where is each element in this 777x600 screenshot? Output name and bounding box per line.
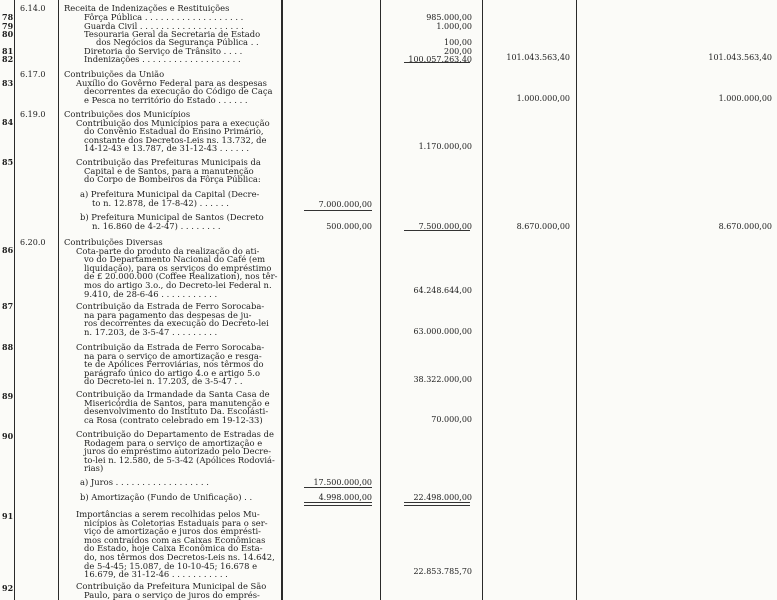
section-code: 6.17.0: [20, 70, 46, 79]
amount: 1.000.000,00: [718, 94, 772, 103]
row-number: 86: [2, 245, 14, 255]
item-text: Capital e de Santos, para a manutenção: [84, 165, 254, 176]
amount: 985.000,00: [426, 13, 472, 22]
amount: 17.500.000,00: [313, 478, 372, 487]
item-text: constante dos Decretos-Leis ns. 13.732, de: [84, 134, 267, 145]
row-number: 92: [2, 583, 14, 593]
amount: 100,00: [444, 38, 472, 47]
item-text: Auxílio do Govêrno Federal para as despesas: [76, 77, 267, 88]
item-text: Diretoria do Serviço de Trânsito . . . .: [84, 46, 243, 56]
item-text: decorrentes da execução do Código de Caça: [84, 86, 273, 97]
item-text: Contribuições da União: [64, 69, 165, 79]
item-text: do Decreto-lei n. 17.203, de 3-5-47 . .: [84, 376, 243, 387]
section-code: 6.20.0: [20, 238, 46, 247]
amount: 7.500.000,00: [418, 222, 472, 231]
amount: 4.998.000,00: [318, 493, 372, 502]
row-number: 78: [2, 12, 14, 22]
item-text: 14-12-43 e 13.787, de 31-12-43 . . . . . .: [84, 143, 250, 154]
item-text: de £ 20.000.000 (Coffee Realization), nos têr-: [84, 271, 278, 282]
item-text: Contribuição da Estrada de Ferro Sorocaba-: [76, 342, 265, 352]
item-text: e Pesca no território do Estado . . . . . .: [84, 94, 248, 105]
item-text: ros decorrentes da execução do Decreto-lei: [84, 318, 269, 329]
amount: 38.322.000,00: [413, 375, 472, 384]
column-rule: [58, 0, 59, 600]
column-rule: [281, 0, 283, 600]
item-text: to-lei n. 12.580, de 5-3-42 (Apólices Rodoviá-: [84, 454, 275, 465]
item-text: Misericórdia de Santos, para manutenção e: [84, 397, 270, 408]
item-text: na para o serviço de amortização e resga-: [84, 350, 262, 361]
column-rule: [482, 0, 483, 600]
row-number: 88: [2, 342, 14, 352]
item-text: do, nos têrmos dos Decretos-Leis ns. 14.642,: [84, 552, 275, 562]
total-rule: [304, 502, 372, 506]
amount: 8.670.000,00: [516, 222, 570, 231]
total-rule: [304, 487, 372, 488]
row-number: 84: [2, 117, 14, 127]
item-text: ca Rosa (contrato celebrado em 19-12-33): [84, 414, 263, 425]
row-number: 85: [2, 157, 14, 167]
amount: 1.000,00: [436, 22, 472, 31]
item-text: Paulo, para o serviço de juros do emprés-: [84, 589, 260, 600]
item-text: Rodagem para o serviço de amortização e: [84, 437, 263, 448]
item-text: n. 17.203, de 3-5-47 . . . . . . . . .: [84, 326, 218, 337]
item-text: 9.410, de 28-6-46 . . . . . . . . . . .: [84, 288, 218, 299]
item-text: do Corpo de Bombeiros da Fôrça Pública:: [84, 174, 261, 185]
item-text: Tesouraria Geral da Secretaria de Estado: [84, 29, 261, 39]
item-text: a) Juros . . . . . . . . . . . . . . . . . .: [80, 477, 209, 487]
amount: 70.000,00: [431, 415, 472, 424]
amount: 64.248.644,00: [413, 286, 472, 295]
amount: 200,00: [444, 47, 472, 56]
item-text: a) Prefeitura Municipal da Capital (Decre-: [80, 189, 260, 199]
item-text: te de Apólices Ferroviárias, nos têrmos do: [84, 359, 264, 370]
item-text: viço de amortização e juros dos emprésti-: [84, 526, 261, 537]
amount: 22.498.000,00: [413, 493, 472, 502]
amount: 100.057.263,40: [408, 55, 472, 64]
item-text: vo do Departamento Nacional do Café (em: [84, 254, 266, 265]
item-text: Receita de Indenizações e Restituições: [64, 3, 230, 13]
item-text: juros do empréstimo autorizado pelo Decre-: [84, 446, 272, 457]
item-text: Contribuição dos Municípios para a execução: [76, 117, 270, 128]
item-text: Contribuições Diversas: [64, 237, 163, 247]
amount: 7.000.000,00: [318, 200, 372, 209]
item-text: rias): [84, 463, 104, 474]
item-text: parágrafo único do artigo 4.o e artigo 5.o: [84, 367, 260, 378]
item-text: Contribuição da Irmandade da Santa Casa de: [76, 389, 270, 399]
amount: 1.000.000,00: [516, 94, 570, 103]
amount: 500.000,00: [326, 222, 372, 231]
section-code: 6.14.0: [20, 4, 46, 13]
item-text: na para pagamento das despesas de ju-: [84, 309, 252, 320]
row-number: 87: [2, 301, 14, 311]
row-number: 83: [2, 78, 14, 88]
row-number: 81: [2, 46, 14, 56]
item-text: de 5-4-45; 15.087, de 10-10-45; 16.678 e: [84, 560, 258, 571]
amount: 1.170.000,00: [418, 142, 472, 151]
row-number: 82: [2, 54, 14, 64]
section-code: 6.19.0: [20, 110, 46, 119]
amount: 8.670.000,00: [718, 222, 772, 231]
item-text: Importâncias a serem recolhidas pelos Mu-: [76, 509, 260, 519]
total-rule: [404, 502, 470, 506]
item-text: b) Amortização (Fundo de Unificação) . .: [80, 492, 253, 502]
item-text: Contribuição da Prefeitura Municipal de São: [76, 581, 267, 591]
item-text: desenvolvimento do Instituto Da. Escolásti-: [84, 406, 269, 417]
item-text: nicípios às Coletorias Estaduais para o ser-: [84, 517, 268, 528]
amount: 101.043.563,40: [708, 53, 772, 62]
row-number: 91: [2, 511, 14, 521]
column-rule: [380, 0, 381, 600]
amount: 63.000.000,00: [413, 327, 472, 336]
item-text: liquidação), para os serviços do empréstimo: [84, 262, 272, 273]
row-number: 79: [2, 21, 14, 31]
item-text: Guarda Civil . . . . . . . . . . . . . . . . . . . .: [84, 21, 244, 31]
column-rule: [14, 0, 15, 600]
total-rule: [304, 210, 372, 211]
item-text: mos do artigo 3.o., do Decreto-lei Federal n.: [84, 280, 272, 290]
item-text: to n. 12.878, de 17-8-42) . . . . . .: [92, 197, 229, 208]
item-text: mos contraídos com as Caixas Econômicas: [84, 534, 266, 545]
item-text: Indenizações . . . . . . . . . . . . . . . . . . .: [84, 54, 241, 64]
item-text: Fôrça Pública . . . . . . . . . . . . . . . . . . .: [84, 12, 244, 22]
item-text: dos Negócios da Segurança Pública . .: [96, 37, 259, 47]
amount: 22.853.785,70: [413, 567, 472, 576]
row-number: 90: [2, 431, 14, 441]
column-rule: [576, 0, 577, 600]
row-number: 80: [2, 29, 14, 39]
item-text: n. 16.860 de 4-2-47) . . . . . . . .: [92, 220, 221, 231]
item-text: Contribuição das Prefeituras Municipais da: [76, 157, 261, 167]
item-text: Contribuição da Estrada de Ferro Sorocaba-: [76, 301, 265, 311]
item-text: b) Prefeitura Municipal de Santos (Decreto: [80, 212, 264, 222]
row-number: 89: [2, 391, 14, 401]
item-text: do Estado, hoje Caixa Econômica do Esta-: [84, 543, 263, 554]
item-text: Cota-parte do produto da realização do ati-: [76, 245, 260, 256]
item-text: Contribuições dos Municípios: [64, 109, 191, 119]
item-text: 16.679, de 31-12-46 . . . . . . . . . . .: [84, 569, 228, 580]
item-text: do Convênio Estadual do Ensino Primário,: [84, 126, 264, 137]
item-text: Contribuição do Departamento de Estradas de: [76, 429, 274, 439]
amount: 101.043.563,40: [506, 53, 570, 62]
